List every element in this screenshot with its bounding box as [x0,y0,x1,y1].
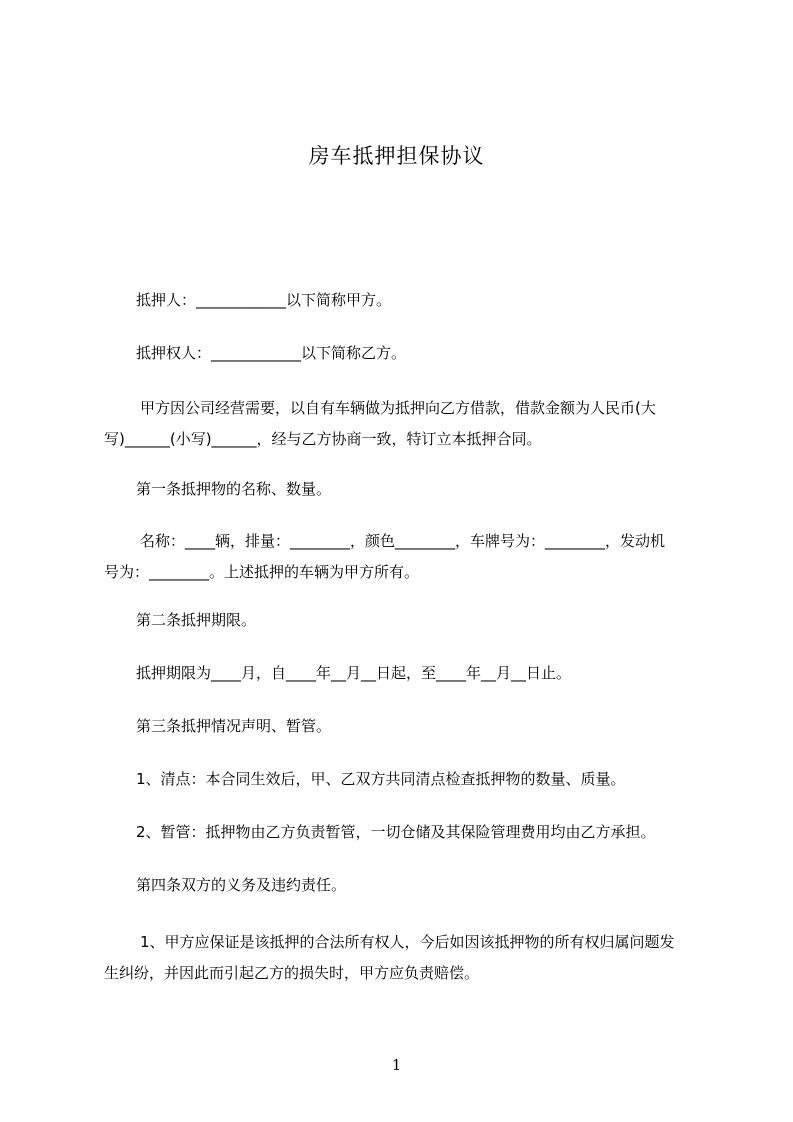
mortgagor-line: 抵押人：____________以下简称甲方。 [136,291,392,309]
article-1-line-1: 名称：____辆，排量：________，颜色________，车牌号为：________，发动机 [140,532,666,550]
article-4-line-2: 生纠纷，并因此而引起乙方的损失时，甲方应负责赔偿。 [104,964,480,982]
article-2-heading: 第二条抵押期限。 [136,611,257,629]
article-1-line-2: 号为：________。上述抵押的车辆为甲方所有。 [104,563,420,581]
article-4-paragraph [104,927,714,989]
intro-line-1: 甲方因公司经营需要，以自有车辆做为抵押向乙方借款，借款金额为人民币(大 [140,399,656,417]
article-3-item-2: 2、暂管：抵押物由乙方负责暂管，一切仓储及其保险管理费用均由乙方承担。 [136,823,656,841]
article-3-heading: 第三条抵押情况声明、暂管。 [136,717,332,735]
article-4-heading: 第四条双方的义务及违约责任。 [136,876,347,894]
article-3-item-1: 1、清点：本合同生效后，甲、乙双方共同清点检查抵押物的数量、质量。 [136,770,626,788]
page-number: 1 [391,1056,402,1074]
intro-paragraph [104,393,714,455]
article-1-heading: 第一条抵押物的名称、数量。 [136,480,332,498]
article-2-body: 抵押期限为____月，自____年__月__日起，至____年__月__日止。 [136,664,572,682]
document-title: 房车抵押担保协议 [308,144,485,168]
mortgagee-line: 抵押权人：____________以下简称乙方。 [136,344,407,362]
article-4-line-1: 1、甲方应保证是该抵押的合法所有权人，今后如因该抵押物的所有权归属问题发 [140,933,675,951]
intro-line-2: 写)______(小写)______，经与乙方协商一致，特订立本抵押合同。 [104,430,542,448]
article-1-paragraph [104,526,714,588]
